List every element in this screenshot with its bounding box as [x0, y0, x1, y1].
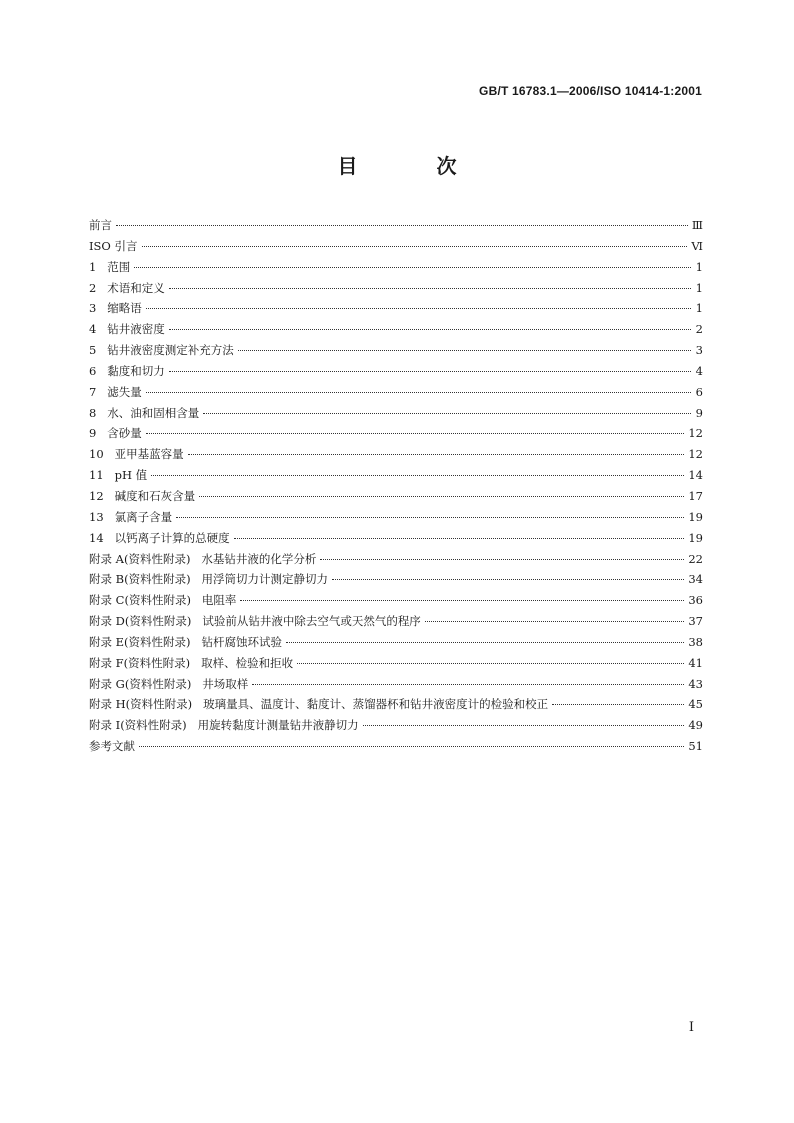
toc-entry-title: 前言	[89, 218, 112, 232]
toc-entry[interactable]	[89, 530, 703, 551]
toc-entry[interactable]	[89, 280, 703, 301]
toc-entry[interactable]	[89, 551, 703, 572]
toc-entry[interactable]	[89, 655, 703, 676]
toc-entry-page: 51	[688, 739, 703, 754]
dot-leader	[286, 642, 684, 643]
dot-leader	[234, 538, 685, 539]
dot-leader	[363, 725, 685, 726]
dot-leader	[169, 288, 691, 289]
toc-entry-title: 7 滤失量	[89, 384, 142, 399]
toc-entry-page: 1	[695, 301, 703, 316]
toc-entry-page: 1	[695, 259, 703, 274]
dot-leader	[199, 496, 684, 497]
dot-leader	[425, 621, 685, 622]
toc-entry[interactable]	[89, 217, 703, 238]
toc-entry-title: 附录 H(资料性附录) 玻璃量具、温度计、黏度计、蒸馏器杯和钻井液密度计的检验和校正	[89, 697, 549, 712]
toc-entry-title: 附录 B(资料性附录) 用浮筒切力计测定静切力	[89, 572, 329, 587]
toc-entry-page: 17	[688, 488, 703, 503]
toc-entry-page: 14	[688, 468, 703, 483]
toc-entry-title: 12 碱度和石灰含量	[89, 488, 196, 503]
table-of-contents	[89, 217, 703, 759]
toc-entry-page: 9	[695, 405, 703, 420]
toc-entry-page: 4	[695, 363, 703, 378]
dot-leader	[169, 329, 691, 330]
toc-entry-page: 38	[688, 634, 703, 649]
toc-entry-page: 12	[688, 426, 703, 441]
toc-entry[interactable]	[89, 613, 703, 634]
toc-entry-page: Ⅵ	[691, 238, 703, 253]
standard-code: GB/T 16783.1—2006/ISO 10414-1:2001	[479, 84, 702, 98]
toc-entry-title: 参考文献	[89, 739, 135, 754]
toc-entry-title: ISO 引言	[89, 238, 138, 253]
dot-leader	[134, 267, 691, 268]
page-number: I	[688, 1020, 694, 1035]
dot-leader	[188, 454, 685, 455]
toc-entry-title: 8 水、油和固相含量	[89, 405, 200, 420]
toc-entry[interactable]	[89, 634, 703, 655]
toc-entry-page: 6	[695, 384, 703, 399]
toc-entry-title: 附录 A(资料性附录) 水基钻井液的化学分析	[89, 551, 317, 566]
toc-entry-page: 12	[688, 447, 703, 462]
toc-entry-title: 11 pH 值	[89, 468, 148, 483]
toc-entry[interactable]	[89, 592, 703, 613]
dot-leader	[169, 371, 691, 372]
toc-entry-page: 43	[688, 676, 703, 691]
toc-entry-page: Ⅲ	[691, 218, 703, 232]
toc-entry-title: 附录 D(资料性附录) 试验前从钻井液中除去空气或天然气的程序	[89, 614, 421, 629]
toc-entry-title: 13 氯离子含量	[89, 509, 173, 524]
toc-entry-page: 45	[688, 697, 703, 712]
toc-entry-page: 36	[688, 593, 703, 608]
dot-leader	[252, 684, 684, 685]
dot-leader	[142, 246, 688, 247]
toc-entry[interactable]	[89, 488, 703, 509]
toc-entry[interactable]	[89, 321, 703, 342]
toc-entry[interactable]	[89, 676, 703, 697]
toc-entry[interactable]	[89, 446, 703, 467]
toc-entry[interactable]	[89, 300, 703, 321]
toc-entry[interactable]	[89, 342, 703, 363]
toc-entry-page: 19	[688, 509, 703, 524]
toc-entry[interactable]	[89, 405, 703, 426]
toc-entry[interactable]	[89, 571, 703, 592]
dot-leader	[203, 413, 691, 414]
toc-entry-page: 34	[688, 572, 703, 587]
toc-entry-title: 14 以钙离子计算的总硬度	[89, 530, 230, 545]
dot-leader	[238, 350, 691, 351]
toc-entry[interactable]	[89, 363, 703, 384]
toc-entry[interactable]	[89, 384, 703, 405]
dot-leader	[139, 746, 684, 747]
page-title: 目 次	[337, 154, 493, 178]
toc-entry[interactable]	[89, 238, 703, 259]
toc-entry-title: 6 黏度和切力	[89, 363, 165, 378]
toc-entry-title: 附录 E(资料性附录) 钻杆腐蚀环试验	[89, 634, 282, 649]
toc-entry-page: 41	[688, 655, 703, 670]
toc-entry-page: 1	[695, 280, 703, 295]
toc-entry-title: 附录 F(资料性附录) 取样、检验和拒收	[89, 655, 294, 670]
toc-entry[interactable]	[89, 259, 703, 280]
dot-leader	[332, 579, 684, 580]
toc-entry[interactable]	[89, 425, 703, 446]
toc-entry-title: 1 范围	[89, 259, 131, 274]
toc-entry[interactable]	[89, 717, 703, 738]
toc-entry-title: 附录 C(资料性附录) 电阻率	[89, 593, 237, 608]
toc-entry[interactable]	[89, 738, 703, 759]
dot-leader	[320, 559, 684, 560]
dot-leader	[116, 225, 688, 226]
dot-leader	[151, 475, 684, 476]
dot-leader	[146, 308, 691, 309]
toc-entry-page: 2	[695, 322, 703, 337]
toc-entry-page: 37	[688, 614, 703, 629]
toc-entry-page: 19	[688, 530, 703, 545]
toc-entry-title: 3 缩略语	[89, 301, 142, 316]
toc-entry-title: 附录 I(资料性附录) 用旋转黏度计测量钻井液静切力	[89, 718, 359, 733]
toc-entry-title: 9 含砂量	[89, 426, 142, 441]
toc-entry[interactable]	[89, 696, 703, 717]
dot-leader	[552, 704, 684, 705]
toc-entry-page: 49	[688, 718, 703, 733]
toc-entry-title: 5 钻井液密度测定补充方法	[89, 343, 234, 358]
dot-leader	[297, 663, 684, 664]
dot-leader	[176, 517, 684, 518]
toc-entry[interactable]	[89, 467, 703, 488]
dot-leader	[146, 433, 685, 434]
toc-entry-page: 22	[688, 551, 703, 566]
toc-entry[interactable]	[89, 509, 703, 530]
dot-leader	[146, 392, 691, 393]
dot-leader	[240, 600, 684, 601]
toc-entry-page: 3	[695, 343, 703, 358]
toc-entry-title: 4 钻井液密度	[89, 322, 165, 337]
toc-entry-title: 2 术语和定义	[89, 280, 165, 295]
toc-entry-title: 附录 G(资料性附录) 井场取样	[89, 676, 249, 691]
toc-entry-title: 10 亚甲基蓝容量	[89, 447, 184, 462]
